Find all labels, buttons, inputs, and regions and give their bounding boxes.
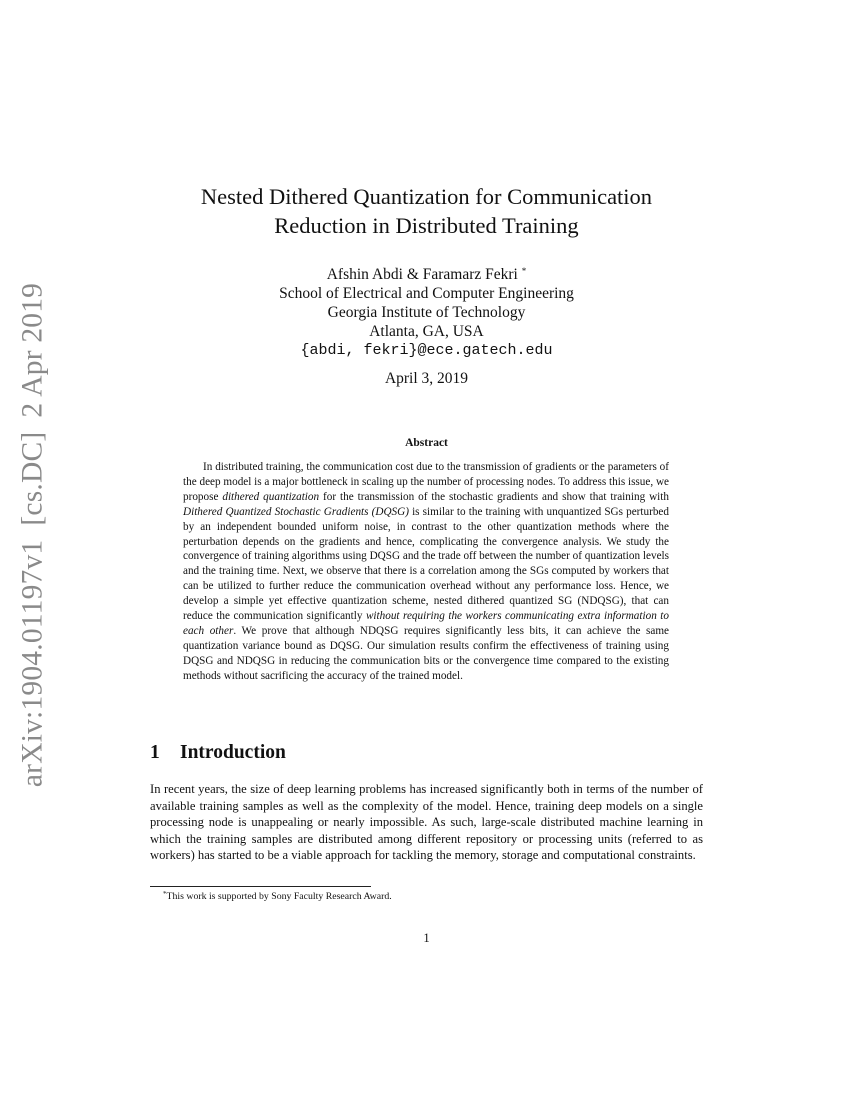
abstract-emphasis: dithered quantization [222,490,320,503]
title-line-1: Nested Dithered Quantization for Communication [200,184,653,209]
abstract-segment: . We prove that although NDQSG requires significantly less bits, it can achieve the same quantization variance bound as DQSG. Our simulation results confirm the effectiveness of training using DQSG and NDQSG in reducing the communication bits or the convergence time compared to the existing methods without sacrificing the accuracy of the trained model. [183,624,669,682]
abstract-segment: for the transmission of the stochastic gradients and show that training with [319,490,669,503]
arxiv-category: [cs.DC] [16,431,49,526]
abstract-emphasis: Dithered Quantized Stochastic Gradients (DQSG) [183,505,409,518]
author-email: {abdi, fekri}@ece.gatech.edu [300,342,553,359]
affiliation-institute: Georgia Institute of Technology [327,304,526,321]
title-line-2: Reduction in Distributed Training [274,213,579,238]
section-heading-introduction [150,742,286,764]
arxiv-id: arXiv:1904.01197v1 [16,539,49,788]
abstract-segment: In distributed training, the communication cost due to the transmission of gradients or the parameters of the deep model is a major bottleneck in scaling up the number of processing nodes. To address this issue, we propose [183,461,669,503]
arxiv-date: 2 Apr 2019 [16,282,49,418]
abstract-emphasis: without requiring the workers communicating extra information to each other [183,610,669,637]
section-title: Introduction [180,742,286,763]
page-number: 1 [423,931,430,945]
author-footnote-mark: * [521,266,527,276]
footnote-text: This work is supported by Sony Faculty Research Award. [166,891,392,902]
abstract-text [183,460,669,684]
abstract-heading: Abstract [405,437,448,449]
authors-text: Afshin Abdi & Faramarz Fekri [326,266,518,283]
footnote-divider [150,886,371,887]
section-number: 1 [150,742,160,763]
footnote-mark: * [163,890,167,898]
paper-date: April 3, 2019 [384,370,469,387]
affiliation-school: School of Electrical and Computer Engineering [279,285,574,302]
affiliation-location: Atlanta, GA, USA [369,323,484,340]
author-block [150,262,703,360]
introduction-paragraph: In recent years, the size of deep learning problems has increased significantly both in terms of the number of available training samples as well as the complexity of the model. Hence, training deep models on a single processing node is unappealing or nearly impossible. As such, large-scale distributed machine learning in which the training samples are distributed among different repository or processing units (referred to as workers) has started to be a viable approach for tackling the memory, storage and computational constraints. [150,782,703,863]
author-names [150,262,703,284]
footnote [163,890,392,902]
abstract-segment: is similar to the training with unquantized SGs perturbed by an independent bounded uniform noise, in contrast to the other quantization methods where the perturbation depends on the gradients and hence, complicating the convergence analysis. We study the convergence of training algorithms using DQSG and the trade off between the number of quantization levels and the training time. Next, we observe that there is a correlation among the SGs computed by workers that can be utilized to further reduce the communication overhead without any performance loss. Hence, we develop a simple yet effective quantization scheme, nested dithered quantized SG (NDQSG), that can reduce the communication significantly [183,505,669,623]
arxiv-stamp [17,283,50,787]
paper-title [150,182,703,240]
